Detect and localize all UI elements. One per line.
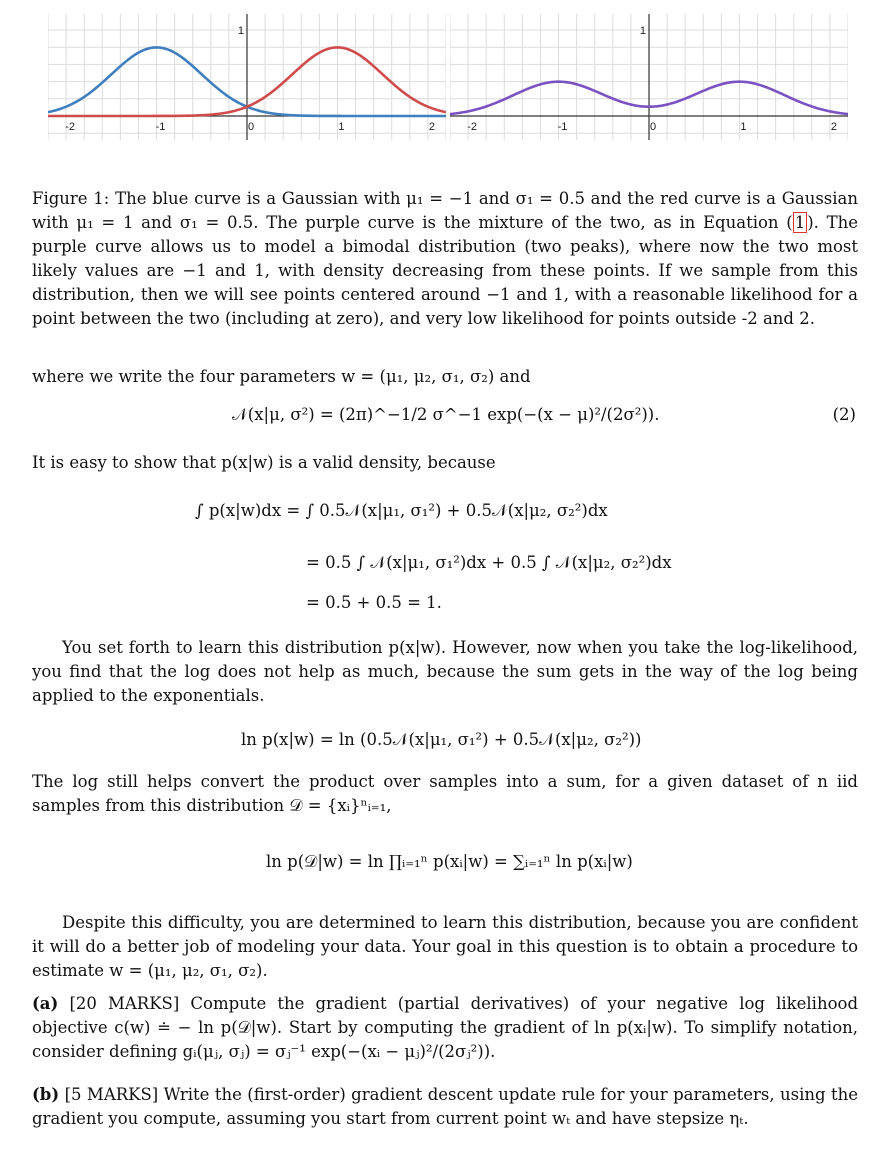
right-mixture-plot <box>450 14 848 144</box>
valid-density-text: It is easy to show that p(x|w) is a valid density, because <box>32 453 496 472</box>
gaussian-density-equation: 𝒩(x|μ, σ²) = (2π)^−1/2 σ^−1 exp(−(x − μ)²/(2σ²)). <box>232 405 660 424</box>
left-plot-x-tick-label: -1 <box>155 121 166 133</box>
part-a-marks: [20 MARKS] <box>69 994 180 1013</box>
left-plot-x-tick-label: -2 <box>65 121 75 133</box>
right-plot-x-tick-label: 0 <box>649 121 657 133</box>
product-paragraph: The log still helps convert the product over samples into a sum, for a given dataset of n iid samples from this distribution 𝒟 = {xᵢ}ⁿᵢ₌₁, <box>32 772 858 815</box>
part-a <box>32 992 858 1064</box>
caption-part2: . The purple curve allows us to model a bimodal distribution (two peaks), where now the two most likely values are −1 and 1, with density decreasing from these points. If we sample from this distribution, then we will see points centered around −1 and 1, with a reasonable likelihood for a point between the two (including at zero), and very low likelihood for points outside -2 and 2. <box>32 213 858 328</box>
part-b-text: Write the (first-order) gradient descent update rule for your parameters, using the gradient you compute, assuming you start from current point wₜ and have stepsize ηₜ. <box>32 1085 859 1128</box>
figure-caption: Figure 1: The blue curve is a Gaussian with μ₁ = −1 and σ₁ = 0.5 and the red curve is a Gaussian with μ₁ = 1 and σ₁ = 0.5. The purple curve is the mixture of the two, as in Equation ( 1 ). The purple curve allows us to model a bimodal distribution (two peaks), where now the two most likely values are −1 and 1, with density decreasing from these points. If we sample from this distribution, then we will see points centered around −1 and 1, with a reasonable likelihood for a point between the two (including at zero), and very low likelihood for points outside -2 and 2. <box>32 189 859 328</box>
part-a-label: (a) <box>32 994 59 1013</box>
right-plot-x-tick-label: 2 <box>830 121 837 133</box>
caption-label: Figure 1: <box>32 189 110 208</box>
goal-paragraph: Despite this difficulty, you are determined to learn this distribution, because you are confident it will do a better job of modeling your data. Your goal in this question is to obtain a procedure to estimate w = (μ₁, μ₂, σ₁, σ₂). <box>32 913 858 980</box>
left-plot-y-tick-label: 1 <box>237 25 244 37</box>
left-plot-x-tick-label: 0 <box>247 121 255 133</box>
caption-part1: The blue curve is a Gaussian with μ₁ = −1 and σ₁ = 0.5 and the red curve is a Gaussian with μ₁ = 1 and σ₁ = 0.5. The purple curve is the mixture of the two, as in Equation <box>32 189 859 232</box>
right-plot-x-tick-label: -2 <box>467 121 477 133</box>
integral-line-1: ∫ p(x|w)dx = ∫ 0.5𝒩(x|μ₁, σ₁²) + 0.5𝒩(x|μ₂, σ₂²)dx <box>195 501 608 520</box>
equation-number-2: (2) <box>832 405 856 424</box>
right-plot-x-tick-label: 1 <box>740 121 747 133</box>
right-plot-svg <box>450 14 848 144</box>
part-b-label: (b) <box>32 1085 60 1104</box>
figure-plots <box>48 14 848 144</box>
equation-reference-link[interactable]: 1 <box>794 213 806 232</box>
left-gaussian-plot <box>48 14 446 144</box>
part-b-marks: [5 MARKS] <box>64 1085 159 1104</box>
learn-paragraph: You set forth to learn this distribution p(x|w). However, now when you take the log-likelihood, you find that the log does not help as much, because the sum gets in the way of the log being applied to the exponentials. <box>32 638 858 705</box>
integral-line-2: = 0.5 ∫ 𝒩(x|μ₁, σ₁²)dx + 0.5 ∫ 𝒩(x|μ₂, σ₂²)dx <box>306 553 672 572</box>
right-plot-x-tick-label: -1 <box>557 121 568 133</box>
left-plot-svg <box>48 14 446 144</box>
part-b <box>32 1083 858 1131</box>
part-a-text: Compute the gradient (partial derivatives) of your negative log likelihood objective c(w) ≐ − ln p(𝒟|w). Start by computing the gradient of ln p(xᵢ|w). To simplify notation, consider defining gᵢ(μⱼ, σⱼ) = σⱼ⁻¹ exp(−(xᵢ − μⱼ)²/(2σⱼ²)). <box>32 994 859 1061</box>
dataset-log-likelihood-equation: ln p(𝒟|w) = ln ∏ᵢ₌₁ⁿ p(xᵢ|w) = ∑ᵢ₌₁ⁿ ln p(xᵢ|w) <box>266 852 633 871</box>
left-plot-x-tick-label: 1 <box>338 121 345 133</box>
params-intro: where we write the four parameters w = (μ₁, μ₂, σ₁, σ₂) and <box>32 367 531 386</box>
integral-line-3: = 0.5 + 0.5 = 1. <box>306 593 442 612</box>
right-plot-y-tick-label: 1 <box>639 25 646 37</box>
left-plot-x-tick-label: 2 <box>428 121 435 133</box>
log-likelihood-equation: ln p(x|w) = ln (0.5𝒩(x|μ₁, σ₁²) + 0.5𝒩(x|μ₂, σ₂²)) <box>241 730 642 749</box>
